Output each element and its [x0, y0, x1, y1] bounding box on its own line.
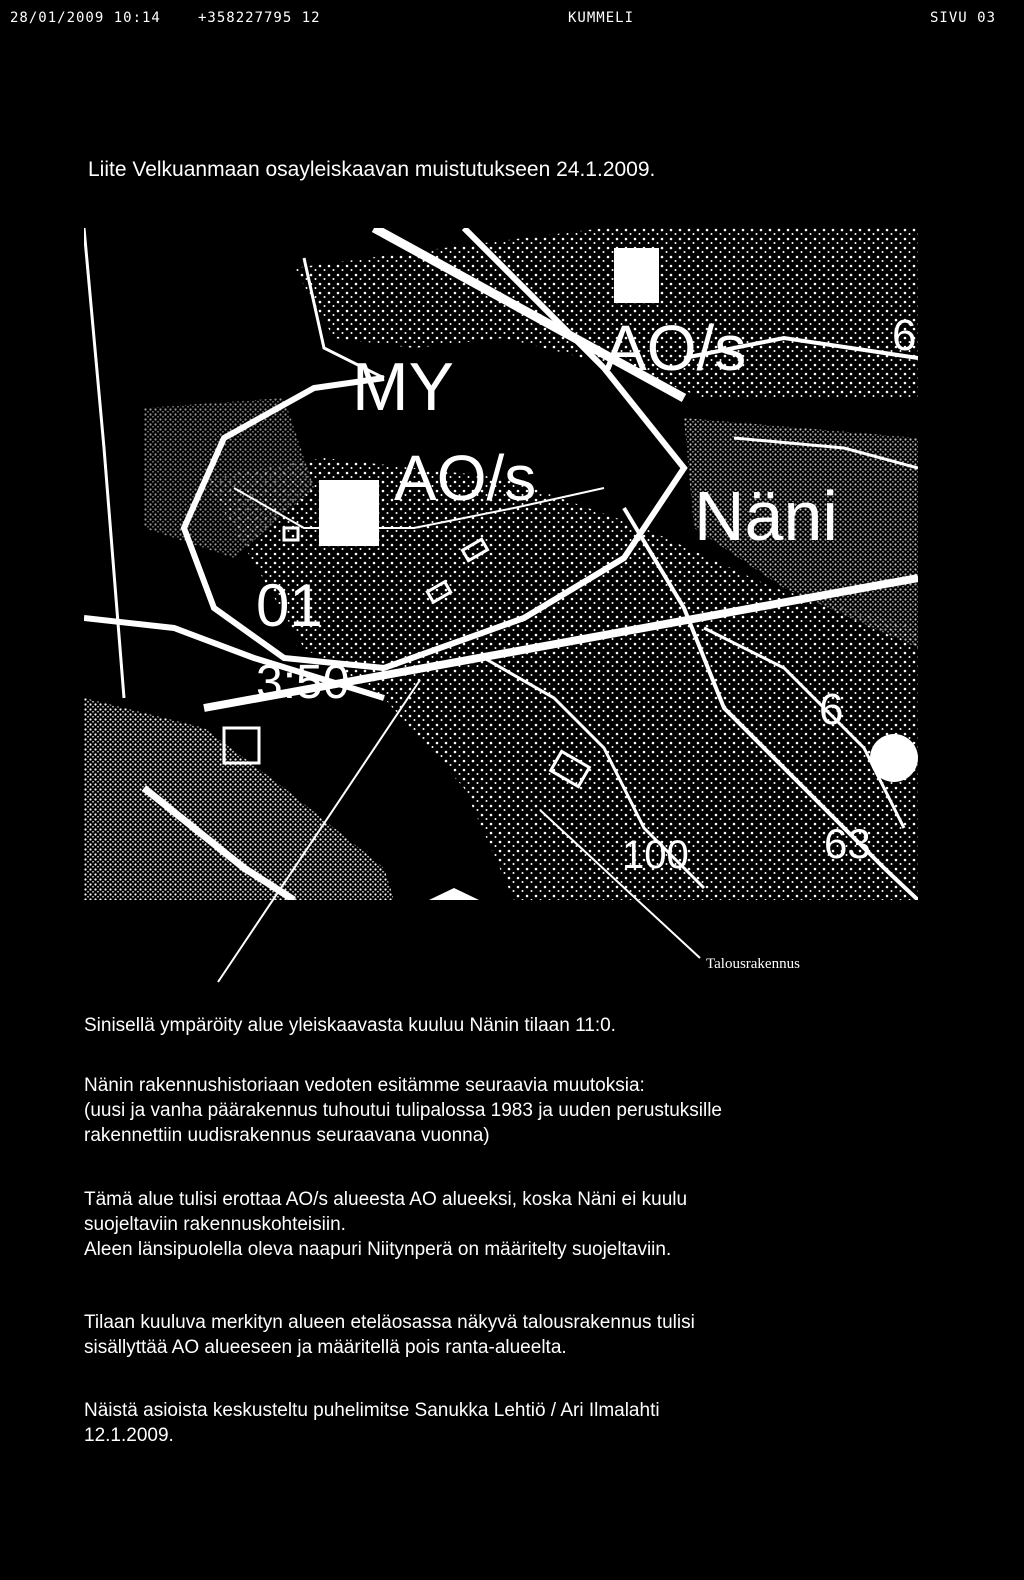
- text-line: sisällyttää AO alueeseen ja määritellä pois ranta-alueelta.: [84, 1337, 567, 1358]
- text-line: Tilaan kuuluva merkityn alueen eteläosassa näkyvä talousrakennus tulisi: [84, 1312, 695, 1333]
- paragraph-5: [84, 1398, 660, 1448]
- fax-phone: +358227795 12: [198, 10, 321, 26]
- marker-circle-east: [870, 734, 918, 782]
- document-title: Liite Velkuanmaan osayleiskaavan muistutukseen 24.1.2009.: [88, 158, 656, 181]
- map-label-aos-top: AO/s: [604, 312, 747, 384]
- text-line: rakennettiin uudisrakennus seuraavana vuonna): [84, 1125, 490, 1146]
- map-label-num-100: 100: [622, 833, 689, 877]
- text-line: Aleen länsipuolella oleva naapuri Niitynperä on määritelty suojeltaviin.: [84, 1239, 672, 1260]
- paragraph-2: [84, 1073, 722, 1148]
- map-label-aos-mid: AO/s: [394, 442, 537, 514]
- text-line: 12.1.2009.: [84, 1425, 174, 1446]
- fax-datetime: 28/01/2009 10:14: [10, 10, 161, 26]
- map-label-num-01: 01: [256, 572, 323, 639]
- map-label-num-350: 3:50: [256, 656, 350, 709]
- text-line: Tämä alue tulisi erottaa AO/s alueesta AO alueeksi, koska Näni ei kuulu: [84, 1189, 688, 1210]
- text-line: Näistä asioista keskusteltu puhelimitse Sanukka Lehtiö / Ari Ilmalahti: [84, 1400, 660, 1421]
- map-label-nani: Näni: [694, 477, 838, 555]
- text-line: (uusi ja vanha päärakennus tuhoutui tulipalossa 1983 ja uuden perustuksille: [84, 1100, 722, 1121]
- map-label-num-6-mid: 6: [819, 685, 844, 734]
- fax-header: [0, 6, 1024, 30]
- building-marker-large: [319, 480, 379, 546]
- text-line: Nänin rakennushistoriaan vedoten esitämme seuraavia muutoksia:: [84, 1075, 645, 1096]
- paragraph-3: [84, 1187, 687, 1262]
- fax-sender: KUMMELI: [568, 10, 635, 26]
- fax-page-number: SIVU 03: [930, 10, 997, 26]
- map-label-my: MY: [352, 349, 454, 425]
- text-line: Sinisellä ympäröity alue yleiskaavasta kuuluu Nänin tilaan 11:0.: [84, 1015, 616, 1036]
- callout-label: Talousrakennus: [706, 956, 800, 972]
- text-line: suojeltaviin rakennuskohteisiin.: [84, 1214, 346, 1235]
- paragraph-1: [84, 1013, 616, 1038]
- building-marker-north: [614, 248, 659, 303]
- map-label-num-6-top: 6: [892, 311, 917, 360]
- map-label-num-63: 63: [824, 820, 871, 867]
- map-excerpt: [84, 228, 918, 900]
- paragraph-4: [84, 1310, 695, 1360]
